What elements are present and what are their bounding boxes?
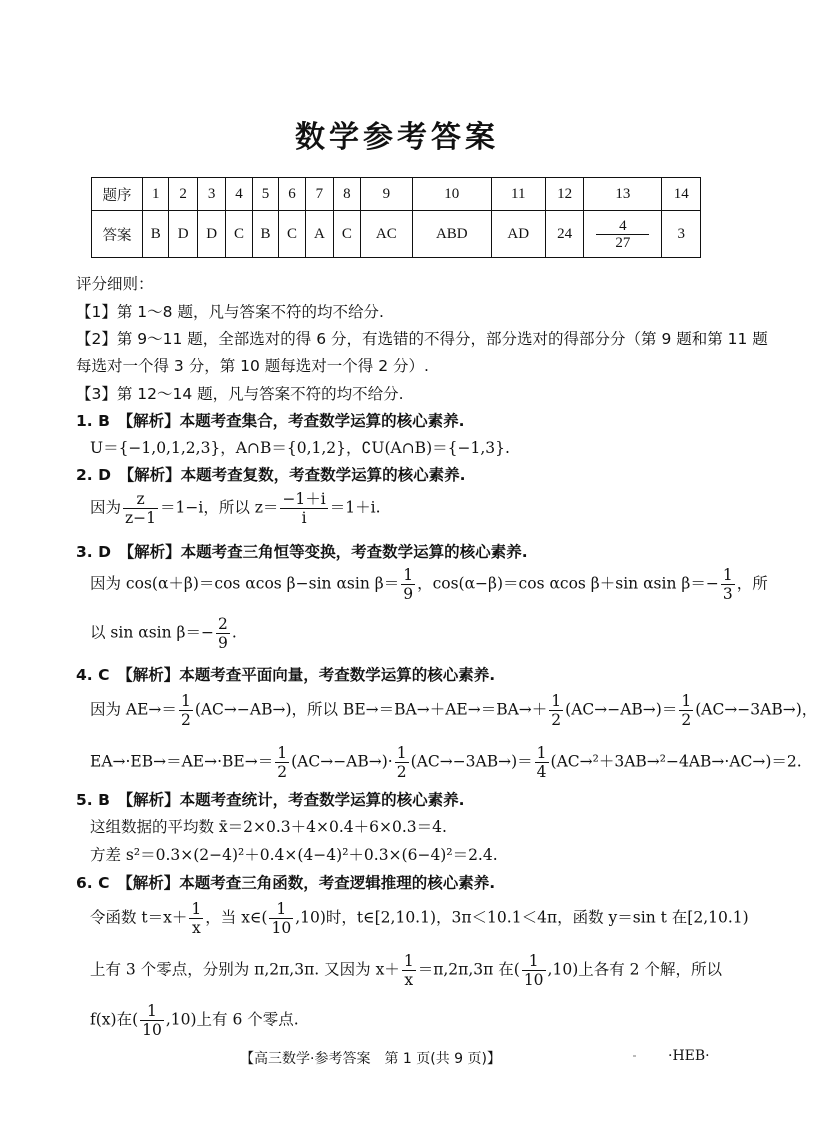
- denominator: x: [404, 971, 414, 989]
- denominator: z−1: [125, 509, 157, 527]
- table-row-answers: [92, 211, 701, 258]
- table-row-numbers: [92, 178, 701, 211]
- numerator: 1: [403, 952, 414, 970]
- cell-answer: AD: [491, 211, 545, 258]
- denominator: x: [191, 919, 201, 937]
- q6-text-4: 上有 3 个零点，分别为 π,2π,3π. 又因为 x＋: [90, 960, 400, 979]
- cell-number: 7: [305, 178, 333, 211]
- denominator: 10: [271, 919, 292, 937]
- q4-fraction: [535, 744, 549, 781]
- scoring-rule-2a: 【2】第 9～11 题，全部选对的得 6 分，有选错的不得分，部分选对的得部分分（第 9 题和第 11 题: [76, 330, 768, 348]
- numerator: z: [123, 490, 158, 509]
- q4-text-1: 因为 AE→＝: [90, 700, 177, 719]
- denominator: 9: [403, 585, 414, 603]
- q3-fraction-3: [216, 615, 230, 652]
- q3-text-5: .: [231, 623, 237, 642]
- q3-heading: 3. D 【解析】本题考查三角恒等变换，考查数学运算的核心素养.: [76, 543, 528, 561]
- denominator: 2: [277, 763, 288, 781]
- q6-fraction: [522, 952, 546, 989]
- q2-text-2: ＝1−i，所以 z＝: [160, 498, 279, 517]
- q4-text-4: (AC→−3AB→)，: [695, 700, 817, 719]
- q4-solution-line-1: [90, 692, 817, 729]
- q3-text-4: 以 sin αsin β＝−: [90, 623, 214, 642]
- denominator: 2: [681, 711, 692, 729]
- q6-text-1: 令函数 t＝x＋: [90, 908, 188, 927]
- numerator: 1: [536, 744, 547, 762]
- scoring-rule-1: 【1】第 1～8 题，凡与答案不符的均不给分.: [76, 303, 384, 321]
- denominator: 9: [218, 634, 228, 652]
- scoring-rule-3: 【3】第 12～14 题，凡与答案不符的均不给分.: [76, 385, 404, 403]
- cell-answer: ABD: [413, 211, 491, 258]
- cell-number: 3: [197, 178, 225, 211]
- q2-solution: [90, 490, 381, 527]
- denominator: i: [301, 509, 307, 527]
- cell-number: 2: [169, 178, 197, 211]
- q6-solution-line-1: [90, 900, 749, 937]
- cell-answer: C: [279, 211, 305, 258]
- row-header-answer: 答案: [92, 211, 143, 258]
- q4-text-5: EA→·EB→＝AE→·BE→＝: [90, 752, 274, 771]
- q4-fraction: [549, 692, 563, 729]
- q2-text-3: ＝1＋i.: [329, 498, 381, 517]
- q6-fraction: [140, 1002, 164, 1039]
- numerator: 1: [269, 900, 293, 919]
- denominator: 4: [536, 763, 547, 781]
- q5-mean: 这组数据的平均数 x̄＝2×0.3＋4×0.4＋6×0.3＝4.: [90, 818, 447, 836]
- scoring-rule-2b: 每选对一个得 3 分，第 10 题每选对一个得 2 分）.: [76, 357, 429, 375]
- q6-heading: 6. C 【解析】本题考查三角函数，考查逻辑推理的核心素养.: [76, 874, 496, 892]
- numerator: 1: [403, 566, 414, 584]
- numerator: −1＋i: [282, 490, 326, 508]
- row-header-number: 题序: [92, 178, 143, 211]
- answer-table: [91, 177, 701, 258]
- q6-text-3: ,10)时，t∈[2,10.1)，3π＜10.1＜4π，函数 y＝sin t 在[2,10.1): [295, 908, 749, 927]
- fraction-numerator: 4: [596, 218, 649, 235]
- q4-text-7: (AC→−3AB→)＝: [410, 752, 533, 771]
- numerator: 1: [722, 566, 733, 584]
- q4-solution-line-2: [90, 744, 802, 781]
- q4-fraction: [179, 692, 193, 729]
- q4-fraction: [275, 744, 289, 781]
- q2-heading: 2. D 【解析】本题考查复数，考查数学运算的核心素养.: [76, 466, 466, 484]
- denominator: 10: [142, 1021, 162, 1039]
- denominator: 2: [551, 711, 562, 729]
- denominator: 2: [396, 763, 407, 781]
- cell-answer: B: [252, 211, 278, 258]
- fraction-denominator: 27: [615, 234, 631, 251]
- cell-number: 4: [226, 178, 252, 211]
- numerator: 1: [551, 692, 562, 710]
- q6-fraction: [269, 900, 293, 937]
- q3-text-3: ，所: [736, 574, 768, 593]
- footer-dot: [633, 1055, 636, 1057]
- cell-number: 11: [491, 178, 545, 211]
- denominator: 10: [523, 971, 544, 989]
- cell-number: 12: [545, 178, 583, 211]
- cell-answer: C: [226, 211, 252, 258]
- cell-answer: B: [143, 211, 169, 258]
- q4-fraction: [679, 692, 693, 729]
- numerator: 1: [180, 692, 191, 710]
- page-footer: 【高三数学·参考答案 第 1 页(共 9 页)】: [240, 1051, 501, 1067]
- cell-answer: D: [197, 211, 225, 258]
- q4-text-8: (AC→²＋3AB→²−4AB→·AC→)＝2.: [550, 752, 802, 771]
- cell-number: 1: [143, 178, 169, 211]
- cell-answer: C: [334, 211, 360, 258]
- cell-number: 5: [252, 178, 278, 211]
- q4-text-3: (AC→−AB→)＝: [565, 700, 678, 719]
- q6-fraction: [402, 952, 416, 989]
- q6-fraction: [189, 900, 203, 937]
- denominator: 2: [180, 711, 191, 729]
- cell-number: 8: [334, 178, 360, 211]
- cell-number: 6: [279, 178, 305, 211]
- numerator: 1: [522, 952, 546, 971]
- q3-text-2: ，cos(α−β)＝cos αcos β＋sin αsin β＝−: [417, 574, 719, 593]
- numerator: 1: [191, 900, 202, 918]
- numerator: 1: [277, 744, 288, 762]
- numerator: 1: [140, 1002, 164, 1021]
- q3-fraction-1: [401, 566, 415, 603]
- cell-answer: D: [169, 211, 197, 258]
- q2-fraction-1: [123, 490, 158, 527]
- cell-answer-fraction: [584, 211, 662, 258]
- cell-answer: 3: [662, 211, 701, 258]
- q1-solution: U＝{−1,0,1,2,3}，A∩B＝{0,1,2}，∁U(A∩B)＝{−1,3}.: [90, 439, 510, 457]
- q6-text-2: ，当 x∈(: [205, 908, 268, 927]
- q6-solution-line-3: [90, 1002, 299, 1039]
- q2-fraction-2: [280, 490, 327, 527]
- numerator: 1: [681, 692, 692, 710]
- cell-answer: A: [305, 211, 333, 258]
- q2-text-1: 因为: [90, 498, 122, 517]
- scoring-heading: 评分细则：: [76, 275, 154, 293]
- q4-fraction: [395, 744, 409, 781]
- q6-solution-line-2: [90, 952, 722, 989]
- q4-heading: 4. C 【解析】本题考查平面向量，考查数学运算的核心素养.: [76, 666, 496, 684]
- q6-text-8: ,10)上有 6 个零点.: [165, 1010, 299, 1029]
- q6-text-5: ＝π,2π,3π 在(: [417, 960, 520, 979]
- cell-answer: AC: [360, 211, 412, 258]
- q6-text-7: f(x)在(: [90, 1010, 139, 1029]
- page-title: 数学参考答案: [295, 120, 499, 155]
- q3-solution-line-2: [90, 615, 237, 652]
- denominator: 3: [722, 585, 733, 603]
- q4-text-2: (AC→−AB→)，所以 BE→＝BA→＋AE→＝BA→＋: [194, 700, 548, 719]
- q5-heading: 5. B 【解析】本题考查统计，考查数学运算的核心素养.: [76, 791, 465, 809]
- q6-text-6: ,10)上各有 2 个解，所以: [547, 960, 722, 979]
- q1-heading: 1. B 【解析】本题考查集合，考查数学运算的核心素养.: [76, 412, 465, 430]
- cell-number: 14: [662, 178, 701, 211]
- numerator: 1: [396, 744, 407, 762]
- q4-text-6: (AC→−AB→)·: [291, 752, 393, 771]
- cell-number: 13: [584, 178, 662, 211]
- q3-text-1: 因为 cos(α＋β)＝cos αcos β−sin αsin β＝: [90, 574, 400, 593]
- q3-solution-line-1: [90, 566, 768, 603]
- q5-variance: 方差 s²＝0.3×(2−4)²＋0.4×(4−4)²＋0.3×(6−4)²＝2.4.: [90, 846, 498, 864]
- cell-number: 10: [413, 178, 491, 211]
- cell-number: 9: [360, 178, 412, 211]
- footer-code: ·HEB·: [668, 1048, 710, 1064]
- numerator: 2: [218, 615, 228, 633]
- q3-fraction-2: [721, 566, 735, 603]
- cell-answer: 24: [545, 211, 583, 258]
